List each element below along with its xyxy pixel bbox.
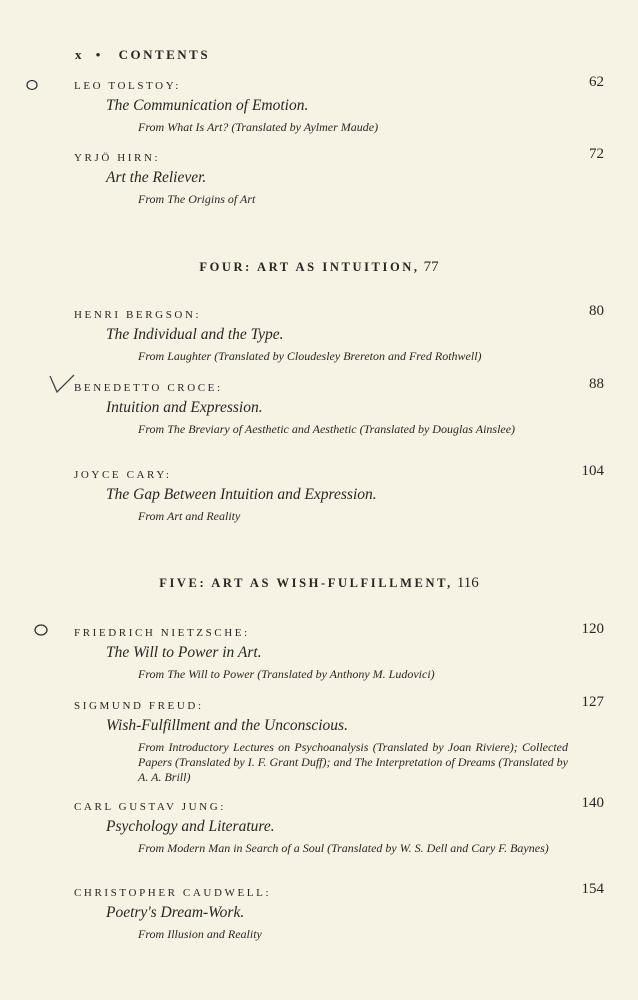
page-number: 62 (589, 74, 604, 90)
section-heading (0, 259, 638, 276)
essay-title: The Communication of Emotion. (106, 97, 309, 114)
toc-entry (74, 376, 604, 437)
essay-title: The Will to Power in Art. (106, 644, 262, 661)
page-header (75, 47, 210, 63)
toc-entry (74, 881, 604, 942)
source-note: From The Origins of Art (138, 192, 256, 206)
page-number: 80 (589, 303, 604, 319)
essay-title: Intuition and Expression. (106, 399, 263, 416)
section-heading (0, 575, 638, 592)
section-label: FIVE: ART AS WISH-FULFILLMENT, (159, 576, 453, 590)
section-page-number: 116 (456, 575, 479, 591)
toc-entry (74, 74, 604, 135)
toc-entry (74, 463, 604, 524)
source-note: From The Will to Power (Translated by Anthony M. Ludovici) (138, 667, 435, 681)
page-number: 140 (581, 795, 604, 811)
toc-entry (74, 694, 604, 785)
source-note: From The Breviary of Aesthetic and Aesthetic (Translated by Douglas Ainslee) (138, 422, 516, 436)
source-note: From What Is Art? (Translated by Aylmer Maude) (138, 120, 379, 134)
circle-mark-icon (24, 78, 40, 92)
toc-entry (74, 146, 604, 207)
source-note: From Laughter (Translated by Cloudesley Brereton and Fred Rothwell) (138, 349, 482, 363)
essay-title: The Gap Between Intuition and Expression. (106, 486, 377, 503)
source-note: From Introductory Lectures on Psychoanalysis (Translated by Joan Riviere); Collected Papers (Translated by I. F. Grant Duff); and The Interpretation of Dreams (Translated by A. A. Brill) (138, 740, 568, 784)
source-note: From Art and Reality (138, 509, 241, 523)
page-number: 154 (581, 881, 604, 897)
page-title: CONTENTS (118, 47, 211, 62)
section-label: FOUR: ART AS INTUITION, (199, 260, 420, 274)
page-number: 104 (581, 463, 604, 479)
source-note: From Illusion and Reality (138, 927, 262, 941)
essay-title: Wish-Fulfillment and the Unconscious. (106, 717, 348, 734)
author-name: SIGMUND FREUD: (74, 700, 204, 712)
essay-title: Art the Reliever. (106, 169, 207, 186)
author-name: BENEDETTO CROCE: (74, 382, 223, 394)
page-number: 127 (581, 694, 604, 710)
author-name: FRIEDRICH NIETZSCHE: (74, 627, 250, 639)
essay-title: The Individual and the Type. (106, 326, 284, 343)
folio: x (75, 47, 84, 62)
section-page-number: 77 (423, 259, 439, 275)
toc-entry (74, 303, 604, 364)
page-number: 88 (589, 376, 604, 392)
author-name: YRJÖ HIRN: (74, 152, 161, 164)
separator: • (95, 47, 103, 62)
page-number: 120 (581, 621, 604, 637)
essay-title: Poetry's Dream-Work. (106, 904, 245, 921)
check-mark-icon (48, 373, 76, 395)
toc-entry (74, 621, 604, 682)
author-name: LEO TOLSTOY: (74, 80, 181, 92)
toc-entry (74, 795, 604, 856)
author-name: CARL GUSTAV JUNG: (74, 801, 226, 813)
circle-mark-icon (32, 622, 50, 638)
page-number: 72 (589, 146, 604, 162)
source-note: From Modern Man in Search of a Soul (Translated by W. S. Dell and Cary F. Baynes) (138, 841, 549, 855)
essay-title: Psychology and Literature. (106, 818, 275, 835)
author-name: JOYCE CARY: (74, 469, 172, 481)
author-name: HENRI BERGSON: (74, 309, 202, 321)
author-name: CHRISTOPHER CAUDWELL: (74, 887, 272, 899)
